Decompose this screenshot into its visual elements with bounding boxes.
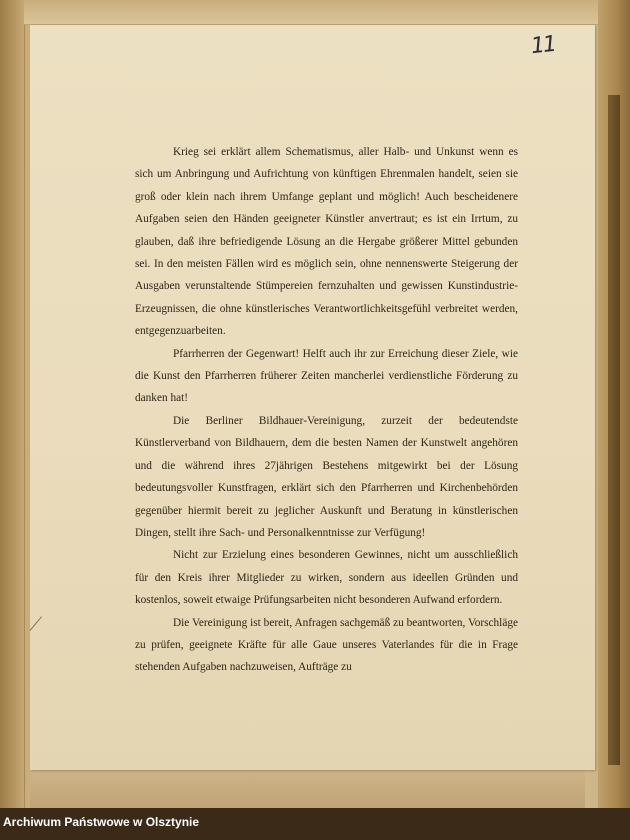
document-page — [30, 25, 595, 770]
paragraph: Nicht zur Erzielung eines besonderen Gewinnes, nicht um ausschließlich für den Kreis ihrer Mitglieder zu wirken, sondern aus ideellen Gründen und kostenlos, soweit etwaige Prüfungsarbeiten nicht besonderen Aufwand erfordern. — [135, 549, 518, 607]
page-number: 11 — [529, 31, 557, 60]
top-page-edge — [24, 0, 598, 25]
fold-mark — [30, 616, 42, 630]
paragraph: Die Vereinigung ist bereit, Anfragen sachgemäß zu beantworten, Vorschläge zu prüfen, geeignete Kräfte für alle Gaue unseres Vaterlandes für die in Frage stehenden Aufgaben nachzuweisen, Aufträge zu — [135, 616, 518, 674]
paragraph: Pfarrherren der Gegenwart! Helft auch ihr zur Erreichung dieser Ziele, wie die Kunst den Pfarrherren früherer Zeiten mancherlei verdienstliche Förderung zu danken hat! — [135, 347, 518, 405]
archive-label: Archiwum Państwowe w Olsztynie — [3, 815, 200, 829]
paragraph: Die Berliner Bildhauer-Vereinigung, zurzeit der bedeutendste Künstlerverband von Bildhauern, dem die besten Namen der Kunstwelt angehören und die während ihres 27jährigen Bestehens mitgewirkt bei der Lösung bedeutungsvoller Kunstfragen, erklärt sich den Pfarrherren und Kirchenbehörden gegenüber hiermit bereit zu jeglicher Auskunft und Beratung in künstlerischen Dingen, stellt ihre Sach- und Personalkenntnisse zur Verfügung! — [135, 414, 518, 539]
paragraph: Krieg sei erklärt allem Schematismus, aller Halb- und Unkunst wenn es sich um Anbringung und Aufrichtung von künftigen Ehrenmalen handelt, seien sie groß oder klein nach ihrem Umfange geplant und möglich! Auch bescheidenere Aufgaben seien den Händen geeigneter Künstler anvertraut; es ist ein Irrtum, zu glauben, daß ihre befriedigende Lösung an die Hergabe größerer Mittel gebunden sei. In den meisten Fällen wird es möglich sein, ohne nennenswerte Steigerung der Ausgaben verunstaltende Stümpereien fernzuhalten und gewissen Kunstindustrie-Erzeugnissen, die ohne künstlerisches Verantwortlichkeitsgefühl verbreitet werden, entgegenzuarbeiten. — [135, 146, 518, 338]
book-spine — [0, 0, 25, 808]
right-binding-shadow — [608, 95, 620, 765]
body-text — [135, 141, 518, 679]
lower-page-edge — [30, 770, 585, 808]
